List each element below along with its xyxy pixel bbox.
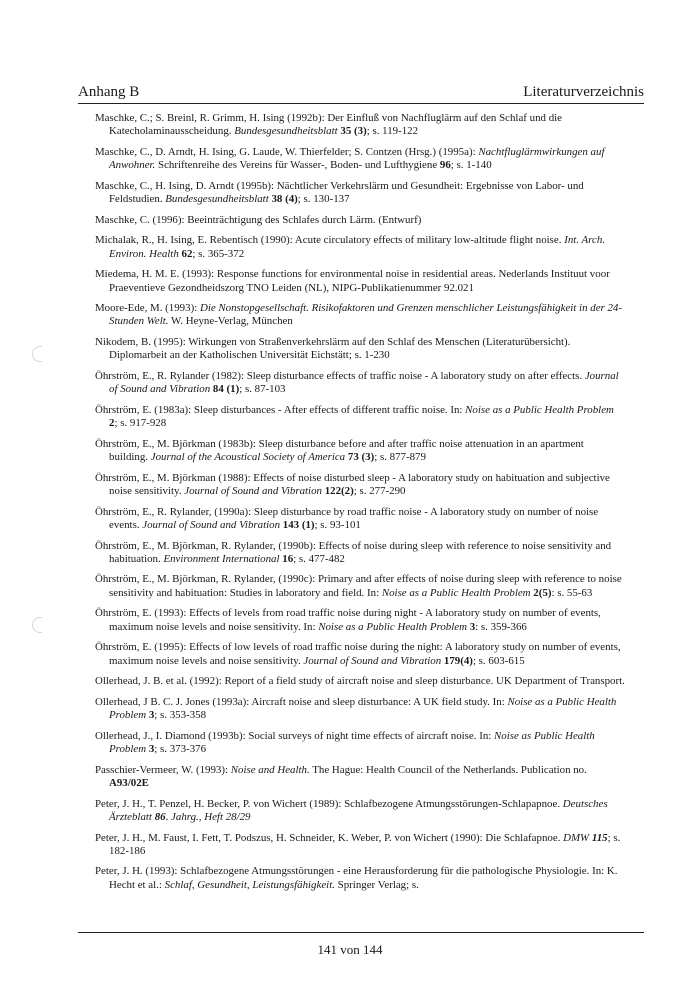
reference-emphasis: 2 <box>109 417 115 430</box>
reference-emphasis: 16 <box>282 552 294 565</box>
reference-entry <box>95 146 625 172</box>
reference-text: Öhrström, E., R. Rylander (1982): Sleep disturbance effects of traffic noise - A laboratory study on after effects. <box>95 370 585 383</box>
reference-entry <box>95 214 625 227</box>
reference-entry <box>95 268 625 294</box>
reference-emphasis: 2(5) <box>533 586 552 599</box>
reference-entry <box>95 641 625 667</box>
reference-emphasis: (4) <box>285 193 298 206</box>
reference-emphasis: Journal of the Acoustical Society of America <box>150 451 346 464</box>
reference-text: ; s. 877-879 <box>374 451 426 464</box>
reference-emphasis: Nachtfluglärmwirkungen auf Anwohner. <box>109 145 605 172</box>
reference-entry <box>95 180 625 206</box>
reference-text: Nikodem, B. (1995): Wirkungen von Straßenverkehrslärm auf den Schlaf des Menschen (Literaturübersicht). Diplomarbeit an der Katholischen Universität Eichstätt; s. 1-230 <box>95 336 571 362</box>
reference-emphasis: Environment International <box>163 552 280 565</box>
reference-text: Peter, J. H., T. Penzel, H. Becker, P. von Wichert (1989): Schlafbezogene Atmungsstörungen-Schlapapnoe. <box>95 797 563 810</box>
reference-text: ; s. 603-615 <box>472 654 525 667</box>
reference-text: Michalak, R., H. Ising, E. Rebentisch (1990): Acute circulatory effects of military low-altitude flight noise. <box>95 234 565 247</box>
reference-text: The Hague: Health Council of the Netherlands. Publication no. <box>309 763 587 776</box>
reference-entry <box>95 404 625 430</box>
reference-text: ; s. 373-376 <box>154 743 207 756</box>
reference-emphasis: (3) <box>354 125 367 138</box>
reference-emphasis: Noise as a Public Health Problem <box>381 586 531 599</box>
reference-text: Maschke, C., H. Ising, D. Arndt (1995b): Nächtlicher Verkehrslärm und Gesundheit: Ergebnisse von Labor- und Feldstudien. <box>95 179 584 206</box>
reference-text: Moore-Ede, M. (1993): <box>95 302 200 315</box>
reference-entry <box>95 607 625 633</box>
reference-entry <box>95 764 625 790</box>
reference-emphasis: Noise as a Public Health Problem <box>465 403 614 416</box>
reference-emphasis: Bundesgesundheitsblatt <box>165 193 269 206</box>
reference-emphasis: Journal of Sound and Vibration <box>184 484 322 497</box>
reference-entry <box>95 234 625 260</box>
reference-emphasis: 122(2) <box>324 484 354 497</box>
reference-text: : s. 359-366 <box>475 620 527 633</box>
reference-text: Maschke, C. (1996): Beeinträchtigung des Schlafes durch Lärm. (Entwurf) <box>95 213 422 226</box>
reference-emphasis: A93/02E <box>109 776 149 789</box>
reference-text: Öhrström, E., M. Björkman (1983b): Sleep disturbance before and after traffic noise attenuation in an apartment building. <box>95 437 584 464</box>
reference-emphasis: 143 <box>282 518 300 531</box>
reference-text: ; s. 917-928 <box>114 417 167 430</box>
reference-emphasis: Jahrg., Heft 28/29 <box>171 810 251 823</box>
reference-entry <box>95 370 625 396</box>
reference-entry <box>95 832 625 858</box>
reference-emphasis: Schlaf, Gesundheit, Leistungsfähigkeit. <box>164 878 335 891</box>
reference-entry <box>95 540 625 566</box>
reference-entry <box>95 302 625 328</box>
reference-entry <box>95 112 625 138</box>
reference-entry <box>95 472 625 498</box>
reference-entry <box>95 336 625 362</box>
reference-entry <box>95 438 625 464</box>
reference-emphasis: 86 <box>154 810 166 823</box>
reference-emphasis: (1) <box>301 518 315 531</box>
reference-entry <box>95 675 625 688</box>
reference-entry <box>95 730 625 756</box>
reference-emphasis: Journal of Sound and Vibration <box>303 654 442 667</box>
reference-text: Ollerhead, J B. C. J. Jones (1993a): Aircraft noise and sleep disturbance: A UK field study. In: <box>95 695 508 708</box>
reference-text: Öhrström, E., M. Björkman, R. Rylander, (1990c): Primary and after effects of noise during sleep with reference to noise sensitivity and habituation: Studies in laboratory and field. In: <box>95 573 622 599</box>
reference-emphasis: DMW <box>563 831 590 844</box>
reference-emphasis: Noise as a Public Health Problem <box>109 695 617 722</box>
page-header <box>78 84 644 101</box>
reference-text: ; s. 477-482 <box>293 552 345 565</box>
reference-text: : s. 55-63 <box>551 586 593 599</box>
reference-emphasis: 115 <box>591 831 608 844</box>
reference-text: ; s. 93-101 <box>314 518 361 531</box>
reference-text: Öhrström, E., M. Björkman, R. Rylander, (1990b): Effects of noise during sleep with reference to noise sensitivity and habituation. <box>95 539 612 565</box>
reference-text: Öhrström, E., R. Rylander, (1990a): Sleep disturbance by road traffic noise - A laboratory study on number of noise events. <box>95 505 599 531</box>
punch-hole-mark <box>32 346 42 362</box>
reference-text: Springer Verlag; s. <box>334 878 419 891</box>
reference-emphasis: 96 <box>439 159 451 172</box>
reference-emphasis: 3 <box>469 620 476 633</box>
reference-text: Öhrström, E. (1995): Effects of low levels of road traffic noise during the night: A laboratory study on number of events, maximum noise levels and noise sensitivity. <box>95 641 621 667</box>
reference-emphasis: Noise as a Public Health Problem <box>318 620 467 633</box>
reference-text: . <box>165 810 172 823</box>
reference-list <box>95 112 625 899</box>
reference-emphasis: (3) <box>361 451 375 464</box>
reference-text: ; s. 277-290 <box>353 484 406 497</box>
reference-text: Schriftenreihe des Vereins für Wasser-, Boden- und Lufthygiene <box>155 159 440 172</box>
reference-emphasis: Deutsches Ärzteblatt <box>109 797 608 823</box>
reference-entry <box>95 506 625 532</box>
reference-text: ; s. 119-122 <box>366 125 419 138</box>
reference-emphasis: 38 <box>271 193 283 206</box>
reference-text: W. Heyne-Verlag, München <box>168 315 293 328</box>
reference-text: ; s. 353-358 <box>154 709 207 722</box>
reference-text: ; s. 182-186 <box>109 831 621 857</box>
reference-text: ; s. 87-103 <box>239 383 286 396</box>
header-title: Literaturverzeichnis <box>523 84 644 100</box>
reference-text: Öhrström, E., M. Björkman (1988): Effects of noise disturbed sleep - A laboratory study on habituation and subjective noise sensitivity. <box>95 471 610 497</box>
reference-emphasis: 3 <box>148 743 155 756</box>
reference-emphasis: 3 <box>148 709 155 722</box>
reference-emphasis: Die Nonstopgesellschaft. Risikofaktoren und Grenzen menschlicher Leistungsfähigkeit in der 24-Stunden Welt. <box>109 302 623 328</box>
reference-text: Öhrström, E. (1983a): Sleep disturbances - After effects of different traffic noise. In: <box>95 403 466 416</box>
reference-text: Passchier-Vermeer, W. (1993): <box>95 763 231 776</box>
header-section: Anhang B <box>78 84 140 100</box>
reference-emphasis: 73 <box>347 451 359 464</box>
reference-emphasis: Noise as Public Health Problem <box>109 729 595 756</box>
reference-text: Ollerhead, J. B. et al. (1992): Report of a field study of aircraft noise and sleep disturbance. UK Department of Transport. <box>95 675 625 688</box>
reference-entry <box>95 573 625 599</box>
reference-text: Ollerhead, J., I. Diamond (1993b): Social surveys of night time effects of aircraft noise. In: <box>95 729 495 742</box>
reference-text: Peter, J. H. (1993): Schlafbezogene Atmungsstörungen - eine Herausforderung für die pathologische Physiologie. In: K. Hecht et al.: <box>95 865 618 891</box>
page-number: 141 von 144 <box>317 942 383 957</box>
reference-text: ; s. 365-372 <box>192 247 245 260</box>
reference-text: ; s. 130-137 <box>297 193 350 206</box>
reference-text: Miedema, H. M. E. (1993): Response functions for environmental noise in residential areas. Nederlands Instituut voor Praeventieve Gezondheidszorg TNO Leiden (NL), NIPG-Publikatienummer 92.021 <box>95 268 610 294</box>
reference-text: Maschke, C., D. Arndt, H. Ising, G. Laude, W. Thierfelder; S. Contzen (Hrsg.) (1995a): <box>95 145 479 158</box>
reference-entry <box>95 798 625 824</box>
punch-hole-mark <box>32 617 42 633</box>
reference-emphasis: Journal of Sound and Vibration <box>109 370 619 396</box>
reference-emphasis: Journal of Sound and Vibration <box>142 518 281 531</box>
reference-entry <box>95 865 625 891</box>
reference-entry <box>95 696 625 722</box>
reference-emphasis: (1) <box>226 383 240 396</box>
reference-text: Maschke, C.; S. Breinl, R. Grimm, H. Ising (1992b): Der Einfluß von Nachfluglärm auf den Schlaf und die Katecholaminausscheidung. <box>95 112 562 138</box>
reference-text: ; s. 1-140 <box>450 159 492 172</box>
reference-emphasis: 84 <box>212 383 224 396</box>
reference-emphasis: 62 <box>181 247 193 260</box>
header-rule <box>78 103 644 104</box>
footer-rule <box>78 932 644 933</box>
reference-emphasis: 35 <box>340 125 352 138</box>
reference-emphasis: 179(4) <box>443 654 473 667</box>
reference-emphasis: Noise and Health. <box>230 763 310 776</box>
reference-emphasis: Bundesgesundheitsblatt <box>234 125 338 138</box>
reference-text: Peter, J. H., M. Faust, I. Fett, T. Podszus, H. Schneider, K. Weber, P. von Wichert (1990): Die Schlafapnoe. <box>95 831 564 844</box>
reference-text: Öhrström, E. (1993): Effects of levels from road traffic noise during night - A laboratory study on number of events, maximum noise levels and noise sensitivity. In: <box>95 607 601 633</box>
reference-emphasis: Int. Arch. Environ. Health <box>109 234 606 260</box>
